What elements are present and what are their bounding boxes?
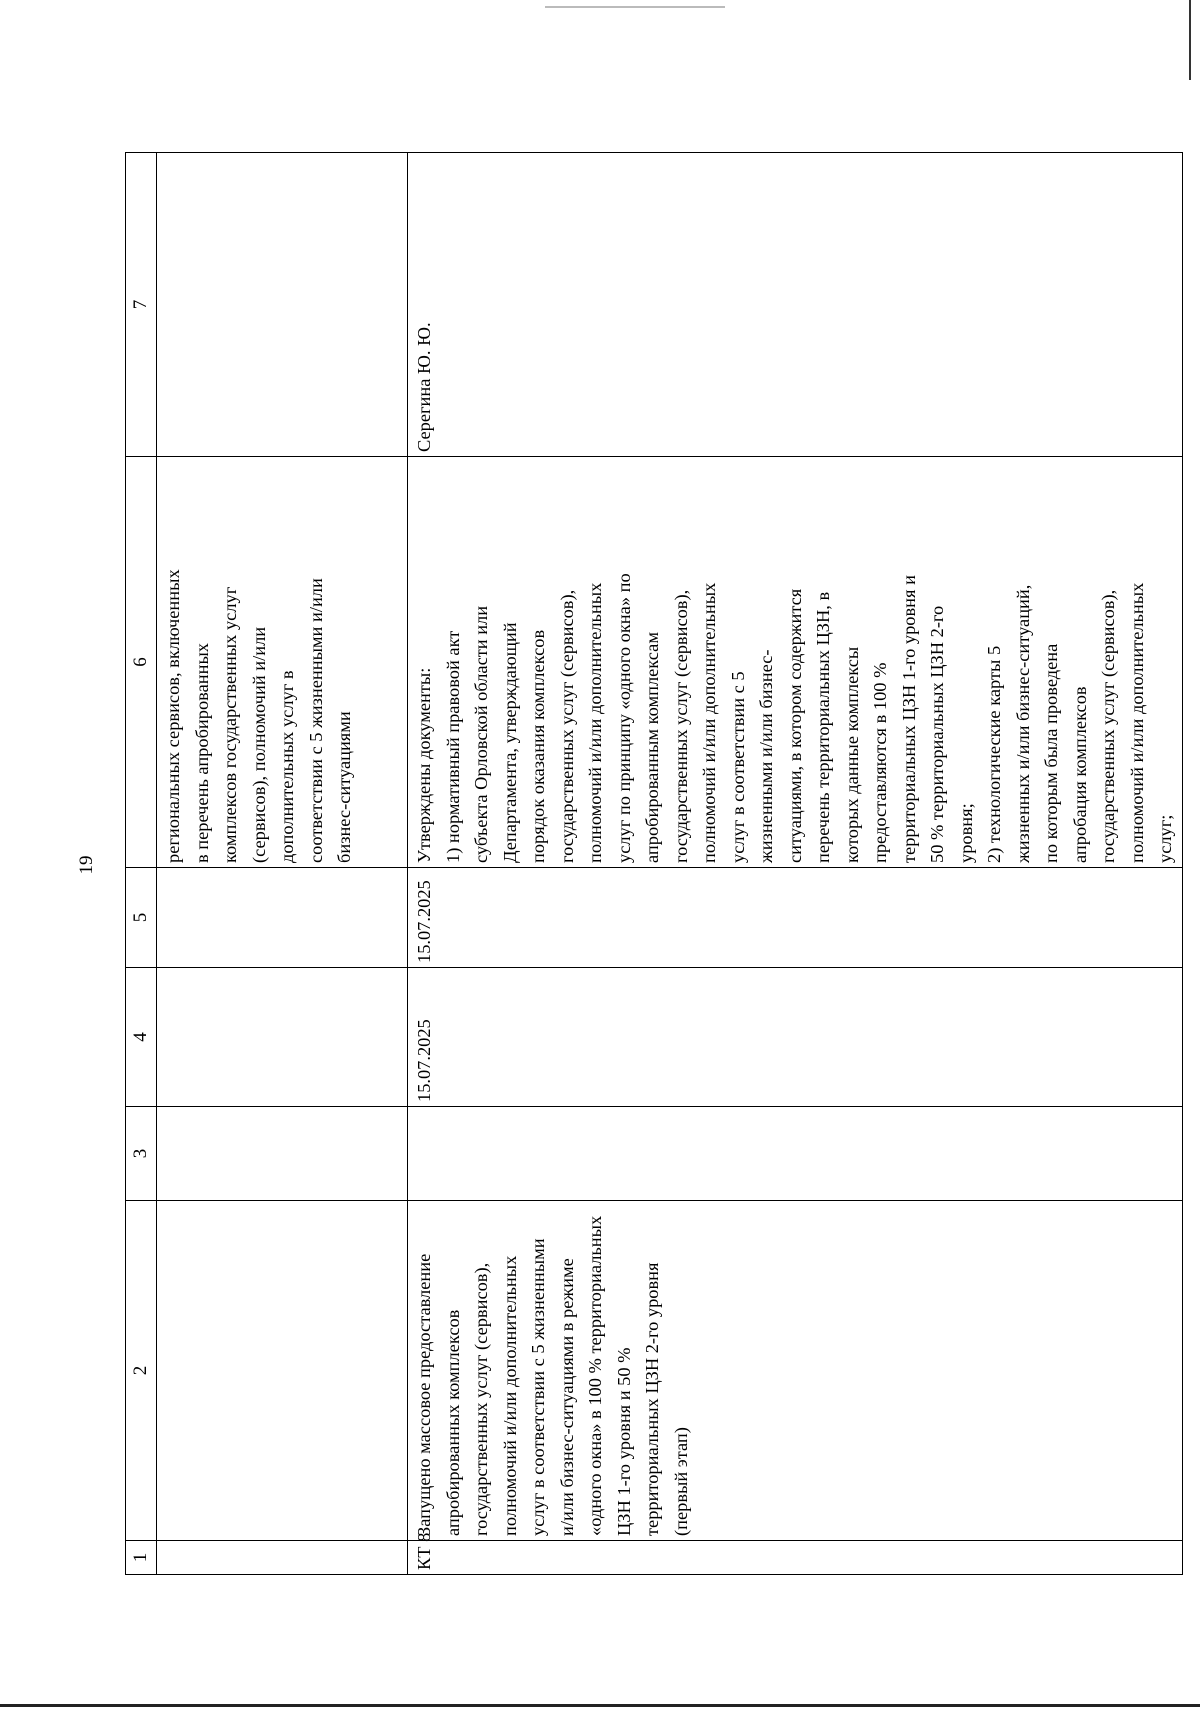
table-header-row xyxy=(126,153,157,1575)
header-col-7: 7 xyxy=(126,153,157,457)
row1-col4 xyxy=(157,968,408,1107)
row1-col6-result: региональных сервисов, включенных в перечень апробированных комплексов государственных услуг (сервисов), полномочий и/или дополнительных услуг в соответствии с 5 жизненными и/или бизнес-ситуациями xyxy=(157,457,408,868)
row2-col1-code: КТ 8 xyxy=(408,1541,1183,1575)
rotated-page xyxy=(0,130,1200,1718)
row2-col2-event: Запущено массовое предоставление апробированных комплексов государственных услуг (сервисов), полномочий и/или дополнительных услуг в соответствии с 5 жизненными и/или бизнес-ситуациями в режиме «одного окна» в 100 % территориальных ЦЗН 1-го уровня и 50 % территориальных ЦЗН 2-го уровня (первый этап) xyxy=(408,1201,1183,1541)
row2-col4-start-date: 15.07.2025 xyxy=(408,968,1183,1107)
table-row-kt8 xyxy=(408,153,1183,1575)
table-row-continuation xyxy=(157,153,408,1575)
header-col-6: 6 xyxy=(126,457,157,868)
row2-col6-result: Утверждены документы: 1) нормативный правовой акт субъекта Орловской области или Департамента, утверждающий порядок оказания комплексов государственных услуг (сервисов), полномочий и/или дополнительных услуг по принципу «одного окна» по апробированным комплексам государственных услуг (сервисов), полномочий и/или дополнительных услуг в соответствии с 5 жизненными и/или бизнес- ситуациями, в котором содержится перечень территориальных ЦЗН, в которых данные комплексы предоставляются в 100 % территориальных ЦЗН 1-го уровня и 50 % территориальных ЦЗН 2-го уровня; 2) технологические карты 5 жизненных и/или бизнес-ситуаций, по которым была проведена апробация комплексов государственных услуг (сервисов), полномочий и/или дополнительных услуг; xyxy=(408,457,1183,868)
row1-col2 xyxy=(157,1201,408,1541)
row2-col3 xyxy=(408,1107,1183,1201)
header-col-4: 4 xyxy=(126,968,157,1107)
page-number: 19 xyxy=(76,855,97,875)
scan-artifact-top xyxy=(545,6,725,8)
control-points-table xyxy=(125,152,1183,1575)
scan-artifact-right xyxy=(1189,0,1191,80)
row1-col7 xyxy=(157,153,408,457)
header-col-3: 3 xyxy=(126,1107,157,1201)
header-col-1: 1 xyxy=(126,1541,157,1575)
row2-col5-end-date: 15.07.2025 xyxy=(408,868,1183,968)
row2-col7-responsible: Серегина Ю. Ю. xyxy=(408,153,1183,457)
row1-col3 xyxy=(157,1107,408,1201)
header-col-2: 2 xyxy=(126,1201,157,1541)
row1-col1 xyxy=(157,1541,408,1575)
row1-col5 xyxy=(157,868,408,968)
header-col-5: 5 xyxy=(126,868,157,968)
